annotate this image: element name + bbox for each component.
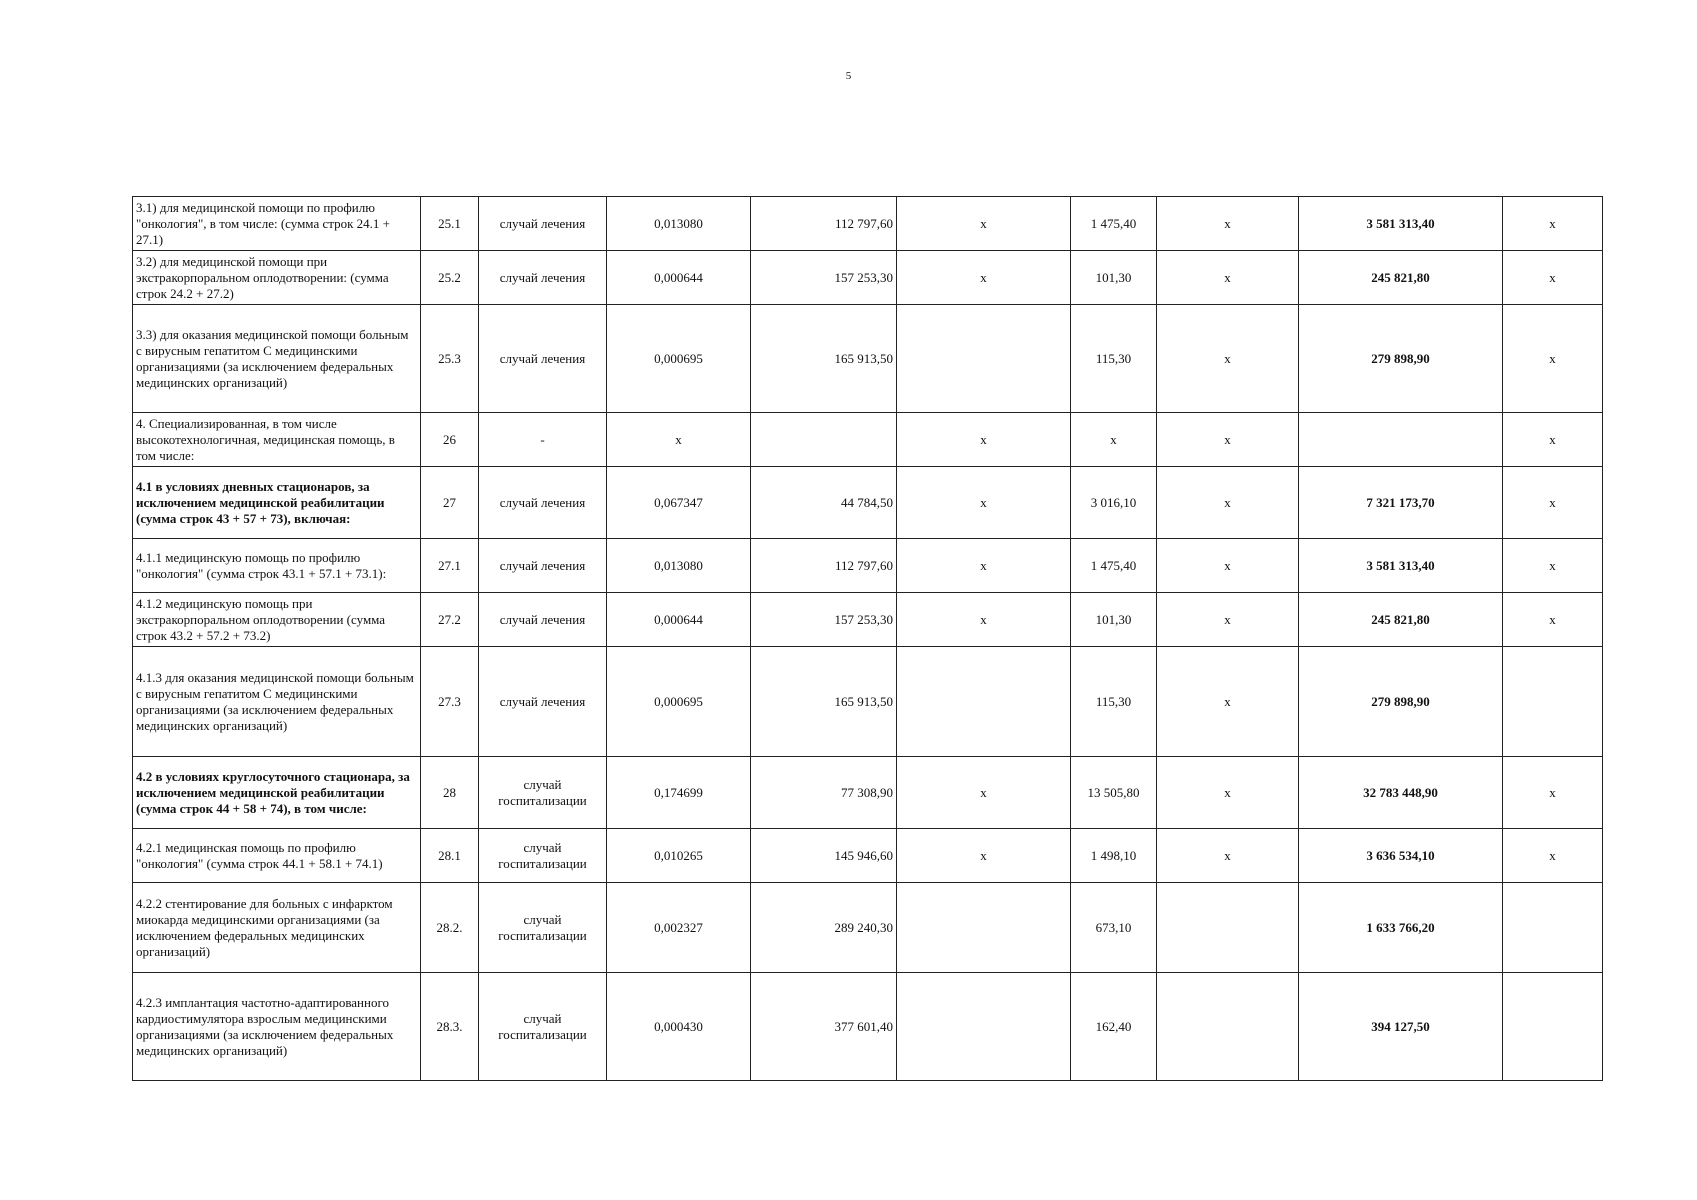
row-line-number: 27 [421,467,479,539]
row-line-number: 25.1 [421,197,479,251]
row-col8: х [1157,647,1299,757]
row-cost: 145 946,60 [751,829,897,883]
row-name: 4.2.2 стентирование для больных с инфарктом миокарда медицинскими организациями (за исключением федеральных медицинских организаций) [133,883,421,973]
row-total: 32 783 448,90 [1299,757,1503,829]
row-col6 [897,973,1071,1081]
row-col10: х [1503,539,1603,593]
row-col6 [897,647,1071,757]
row-unit: случай госпитализации [479,829,607,883]
row-name: 4.1.1 медицинскую помощь по профилю "онкология" (сумма строк 43.1 + 57.1 + 73.1): [133,539,421,593]
row-norm: 0,013080 [607,539,751,593]
row-col10: х [1503,305,1603,413]
row-cost: 289 240,30 [751,883,897,973]
row-total: 3 581 313,40 [1299,197,1503,251]
row-unit: случай госпитализации [479,883,607,973]
row-col10: х [1503,467,1603,539]
row-col7: 673,10 [1071,883,1157,973]
row-line-number: 27.3 [421,647,479,757]
row-total: 279 898,90 [1299,647,1503,757]
row-col6: х [897,467,1071,539]
row-col7: 101,30 [1071,251,1157,305]
table-row [133,593,1603,647]
row-col6: х [897,757,1071,829]
row-total: 279 898,90 [1299,305,1503,413]
row-name: 4.1 в условиях дневных стационаров, за исключением медицинской реабилитации (сумма строк 43 + 57 + 73), включая: [133,467,421,539]
table-row [133,829,1603,883]
row-total: 7 321 173,70 [1299,467,1503,539]
row-cost: 112 797,60 [751,197,897,251]
row-col8 [1157,883,1299,973]
row-unit: случай лечения [479,197,607,251]
row-line-number: 25.3 [421,305,479,413]
row-line-number: 26 [421,413,479,467]
row-total: 3 581 313,40 [1299,539,1503,593]
row-unit: случай лечения [479,593,607,647]
page-number: 5 [845,70,852,82]
row-name: 4.2.1 медицинская помощь по профилю "онкология" (сумма строк 44.1 + 58.1 + 74.1) [133,829,421,883]
row-col8: х [1157,413,1299,467]
row-name: 4.2.3 имплантация частотно-адаптированного кардиостимулятора взрослым медицинскими организациями (за исключением федеральных медицинских организаций) [133,973,421,1081]
row-unit: случай лечения [479,251,607,305]
row-col10 [1503,883,1603,973]
row-name: 4.2 в условиях круглосуточного стационара, за исключением медицинской реабилитации (сумма строк 44 + 58 + 74), в том числе: [133,757,421,829]
table-row [133,197,1603,251]
row-cost: 157 253,30 [751,251,897,305]
row-col7: 1 475,40 [1071,539,1157,593]
row-total: 3 636 534,10 [1299,829,1503,883]
row-total: 394 127,50 [1299,973,1503,1081]
table-row [133,973,1603,1081]
row-col8 [1157,973,1299,1081]
row-col7: 13 505,80 [1071,757,1157,829]
row-col10: х [1503,829,1603,883]
row-norm: 0,000430 [607,973,751,1081]
row-col10: х [1503,593,1603,647]
row-cost: 44 784,50 [751,467,897,539]
row-cost [751,413,897,467]
table-row [133,883,1603,973]
row-unit: случай госпитализации [479,973,607,1081]
row-col10: х [1503,197,1603,251]
row-norm: х [607,413,751,467]
row-norm: 0,000644 [607,593,751,647]
row-col6: х [897,413,1071,467]
row-norm: 0,000695 [607,647,751,757]
table-row [133,757,1603,829]
row-total: 245 821,80 [1299,251,1503,305]
row-line-number: 28 [421,757,479,829]
row-col7: х [1071,413,1157,467]
row-norm: 0,013080 [607,197,751,251]
row-unit: случай лечения [479,467,607,539]
row-col8: х [1157,467,1299,539]
row-name: 3.3) для оказания медицинской помощи больным с вирусным гепатитом С медицинскими организациями (за исключением федеральных медицинских организаций) [133,305,421,413]
table-row [133,413,1603,467]
row-col7: 115,30 [1071,647,1157,757]
row-col7: 1 498,10 [1071,829,1157,883]
row-unit: случай госпитализации [479,757,607,829]
row-col7: 3 016,10 [1071,467,1157,539]
data-table [132,196,1603,1081]
row-col10: х [1503,251,1603,305]
row-col8: х [1157,539,1299,593]
table-row [133,467,1603,539]
table-row [133,647,1603,757]
row-col10: х [1503,757,1603,829]
row-name: 4.1.3 для оказания медицинской помощи больным с вирусным гепатитом С медицинскими организациями (за исключением федеральных медицинских организаций) [133,647,421,757]
row-norm: 0,174699 [607,757,751,829]
row-cost: 165 913,50 [751,647,897,757]
row-col10 [1503,973,1603,1081]
row-cost: 112 797,60 [751,539,897,593]
row-cost: 77 308,90 [751,757,897,829]
table-row [133,251,1603,305]
row-norm: 0,000695 [607,305,751,413]
row-line-number: 28.3. [421,973,479,1081]
row-line-number: 28.1 [421,829,479,883]
row-col10: х [1503,413,1603,467]
row-col6: х [897,251,1071,305]
row-col6 [897,305,1071,413]
row-line-number: 27.1 [421,539,479,593]
row-unit: - [479,413,607,467]
row-total [1299,413,1503,467]
row-norm: 0,067347 [607,467,751,539]
row-col6: х [897,829,1071,883]
table-row [133,539,1603,593]
row-norm: 0,010265 [607,829,751,883]
row-col6: х [897,593,1071,647]
row-col8: х [1157,593,1299,647]
row-cost: 165 913,50 [751,305,897,413]
row-line-number: 25.2 [421,251,479,305]
row-name: 4.1.2 медицинскую помощь при экстракорпоральном оплодотворении (сумма строк 43.2 + 57.2 + 73.2) [133,593,421,647]
row-col8: х [1157,251,1299,305]
row-norm: 0,002327 [607,883,751,973]
row-col8: х [1157,305,1299,413]
row-col7: 1 475,40 [1071,197,1157,251]
row-name: 3.2) для медицинской помощи при экстракорпоральном оплодотворении: (сумма строк 24.2 + 27.2) [133,251,421,305]
row-name: 3.1) для медицинской помощи по профилю "онкология", в том числе: (сумма строк 24.1 + 27.1) [133,197,421,251]
row-col7: 115,30 [1071,305,1157,413]
table-row [133,305,1603,413]
row-col10 [1503,647,1603,757]
row-name: 4. Специализированная, в том числе высокотехнологичная, медицинская помощь, в том числе: [133,413,421,467]
row-col7: 101,30 [1071,593,1157,647]
row-unit: случай лечения [479,305,607,413]
row-col7: 162,40 [1071,973,1157,1081]
row-total: 1 633 766,20 [1299,883,1503,973]
row-col6 [897,883,1071,973]
row-line-number: 28.2. [421,883,479,973]
row-col8: х [1157,757,1299,829]
row-norm: 0,000644 [607,251,751,305]
row-unit: случай лечения [479,647,607,757]
row-col6: х [897,197,1071,251]
row-col8: х [1157,829,1299,883]
row-unit: случай лечения [479,539,607,593]
row-col6: х [897,539,1071,593]
row-col8: х [1157,197,1299,251]
row-cost: 157 253,30 [751,593,897,647]
row-total: 245 821,80 [1299,593,1503,647]
row-line-number: 27.2 [421,593,479,647]
row-cost: 377 601,40 [751,973,897,1081]
